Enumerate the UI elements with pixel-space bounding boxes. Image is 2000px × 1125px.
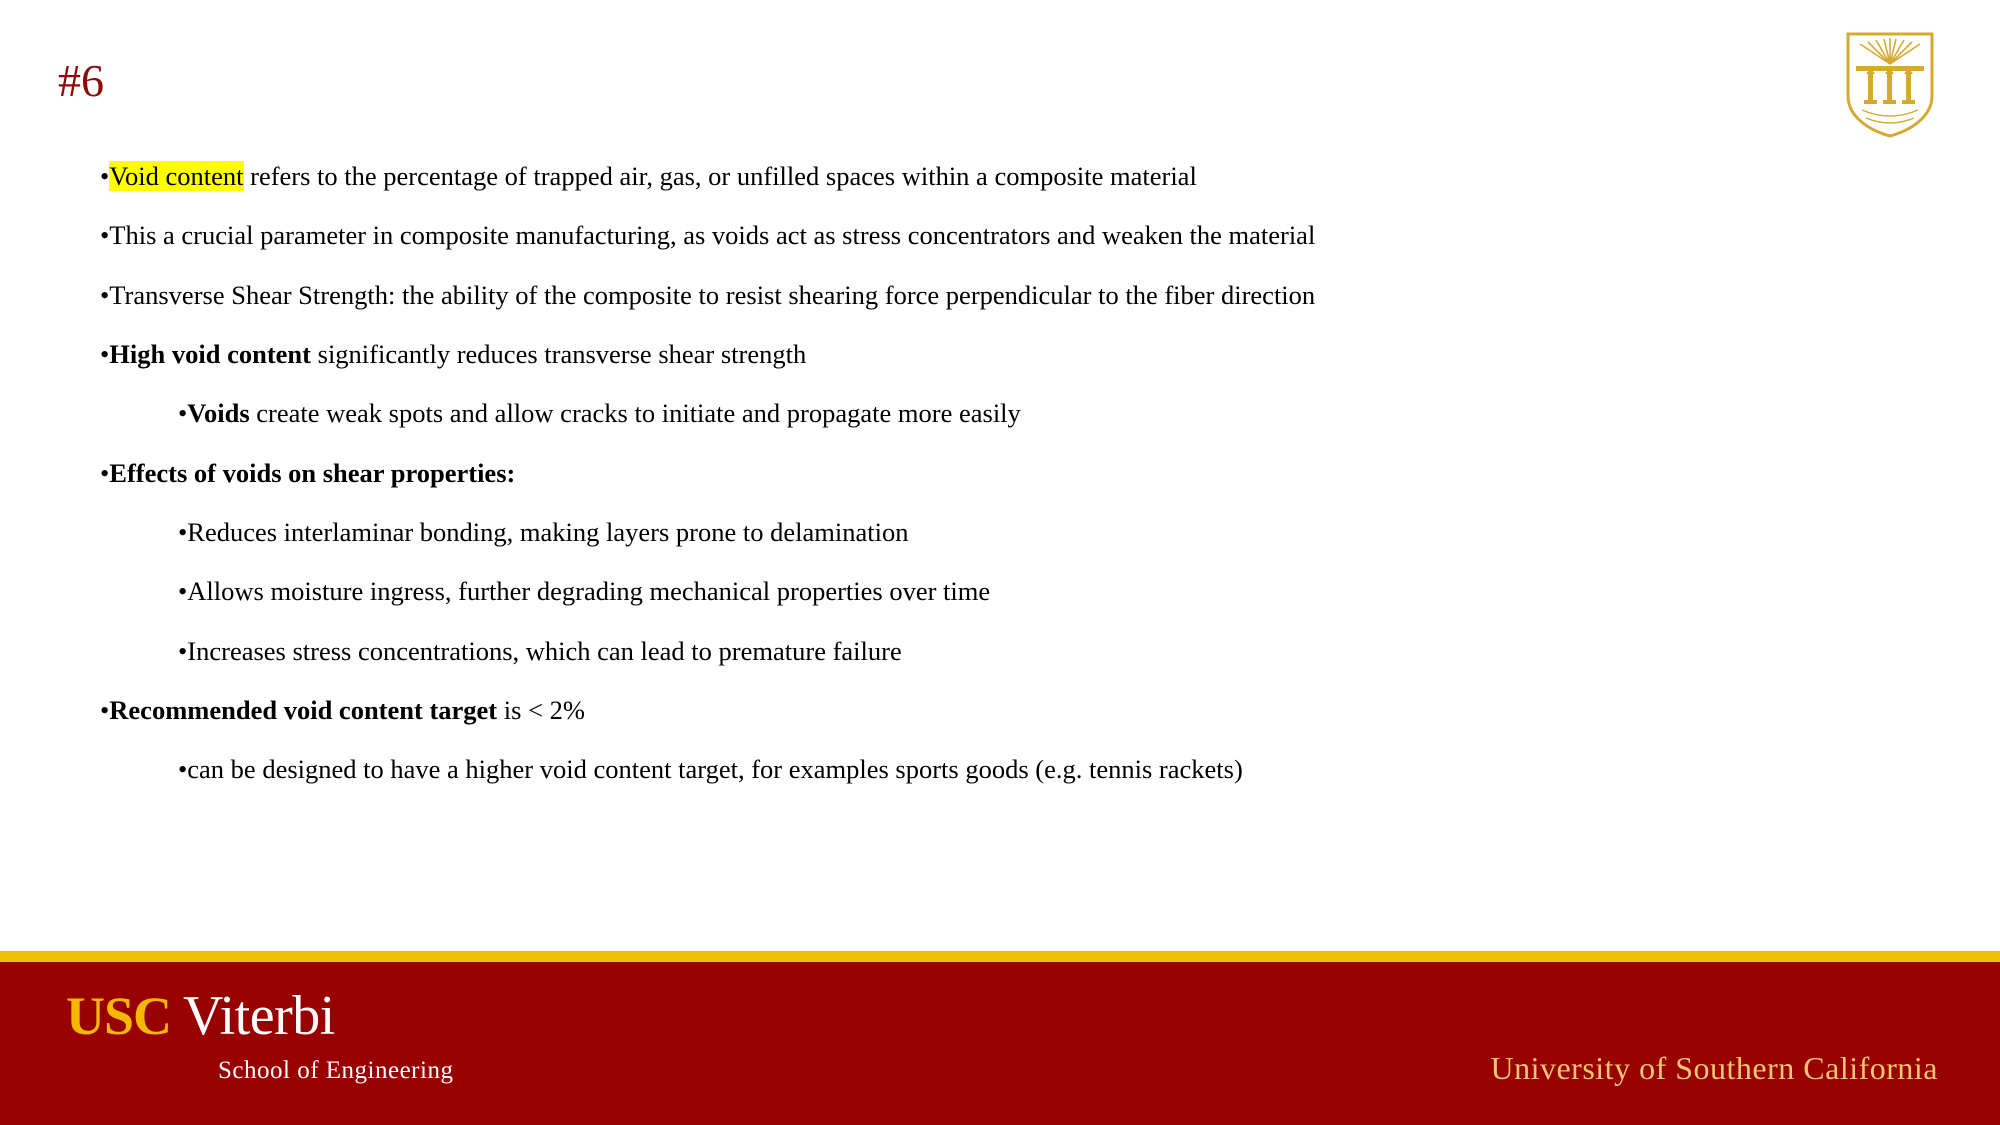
bullet-text: Recommended void content target [109,694,498,725]
bullet-text: High void content [109,338,311,369]
bullet-marker: • [100,694,110,725]
bullet-item [100,338,1900,370]
bullet-text: is < 2% [497,694,585,725]
bullet-marker: • [178,516,188,547]
bullet-marker: • [178,398,188,429]
bullet-marker: • [100,279,110,310]
bullet-marker: • [100,161,110,191]
bullet-item [100,160,1900,192]
viterbi-wordmark: Viterbi [183,985,335,1047]
bullet-marker: • [178,576,188,607]
bullet-marker: • [100,457,110,488]
bullet-item [100,694,1900,726]
bullet-item [100,279,1900,311]
bullet-marker: • [100,338,110,369]
bullet-text: create weak spots and allow cracks to initiate and propagate more easily [249,398,1021,429]
usc-viterbi-logo [66,984,335,1050]
bullet-text: refers to the percentage of trapped air, gas, or unfilled spaces within a composite material [243,161,1197,191]
bullet-marker: • [100,220,110,251]
bullet-text: Voids [187,398,250,429]
bullet-text: Effects of voids on shear properties: [109,457,516,488]
page-title: #6 [58,55,104,106]
bullet-item [100,457,1900,489]
bullet-marker: • [178,635,188,666]
bullet-item [100,219,1900,251]
bullet-text: significantly reduces transverse shear strength [311,338,807,369]
bullet-marker: • [178,754,188,785]
footer-gold-rule [0,951,2000,962]
bullet-text: Void content [109,161,244,191]
usc-wordmark: USC [66,986,172,1046]
bullet-item [100,397,1900,429]
bullet-text: Increases stress concentrations, which can lead to premature failure [187,635,902,666]
bullet-text: This a crucial parameter in composite manufacturing, as voids act as stress concentrators and weaken the material [109,220,1316,251]
usc-torch-crest-icon [1842,30,1938,140]
bullet-item [100,575,1900,607]
bullet-item [100,516,1900,548]
school-of-engineering-label: School of Engineering [218,1057,454,1084]
university-label: University of Southern California [1490,1050,1938,1086]
slide-body [100,160,1900,813]
bullet-item [100,753,1900,785]
bullet-text: Transverse Shear Strength: the ability of the composite to resist shearing force perpendicular to the fiber direction [109,279,1316,310]
footer-band [0,962,2000,1125]
bullet-text: Allows moisture ingress, further degrading mechanical properties over time [187,576,991,607]
bullet-item [100,635,1900,667]
bullet-text: can be designed to have a higher void content target, for examples sports goods (e.g. tennis rackets) [187,754,1243,785]
bullet-text: Reduces interlaminar bonding, making layers prone to delamination [187,516,909,547]
